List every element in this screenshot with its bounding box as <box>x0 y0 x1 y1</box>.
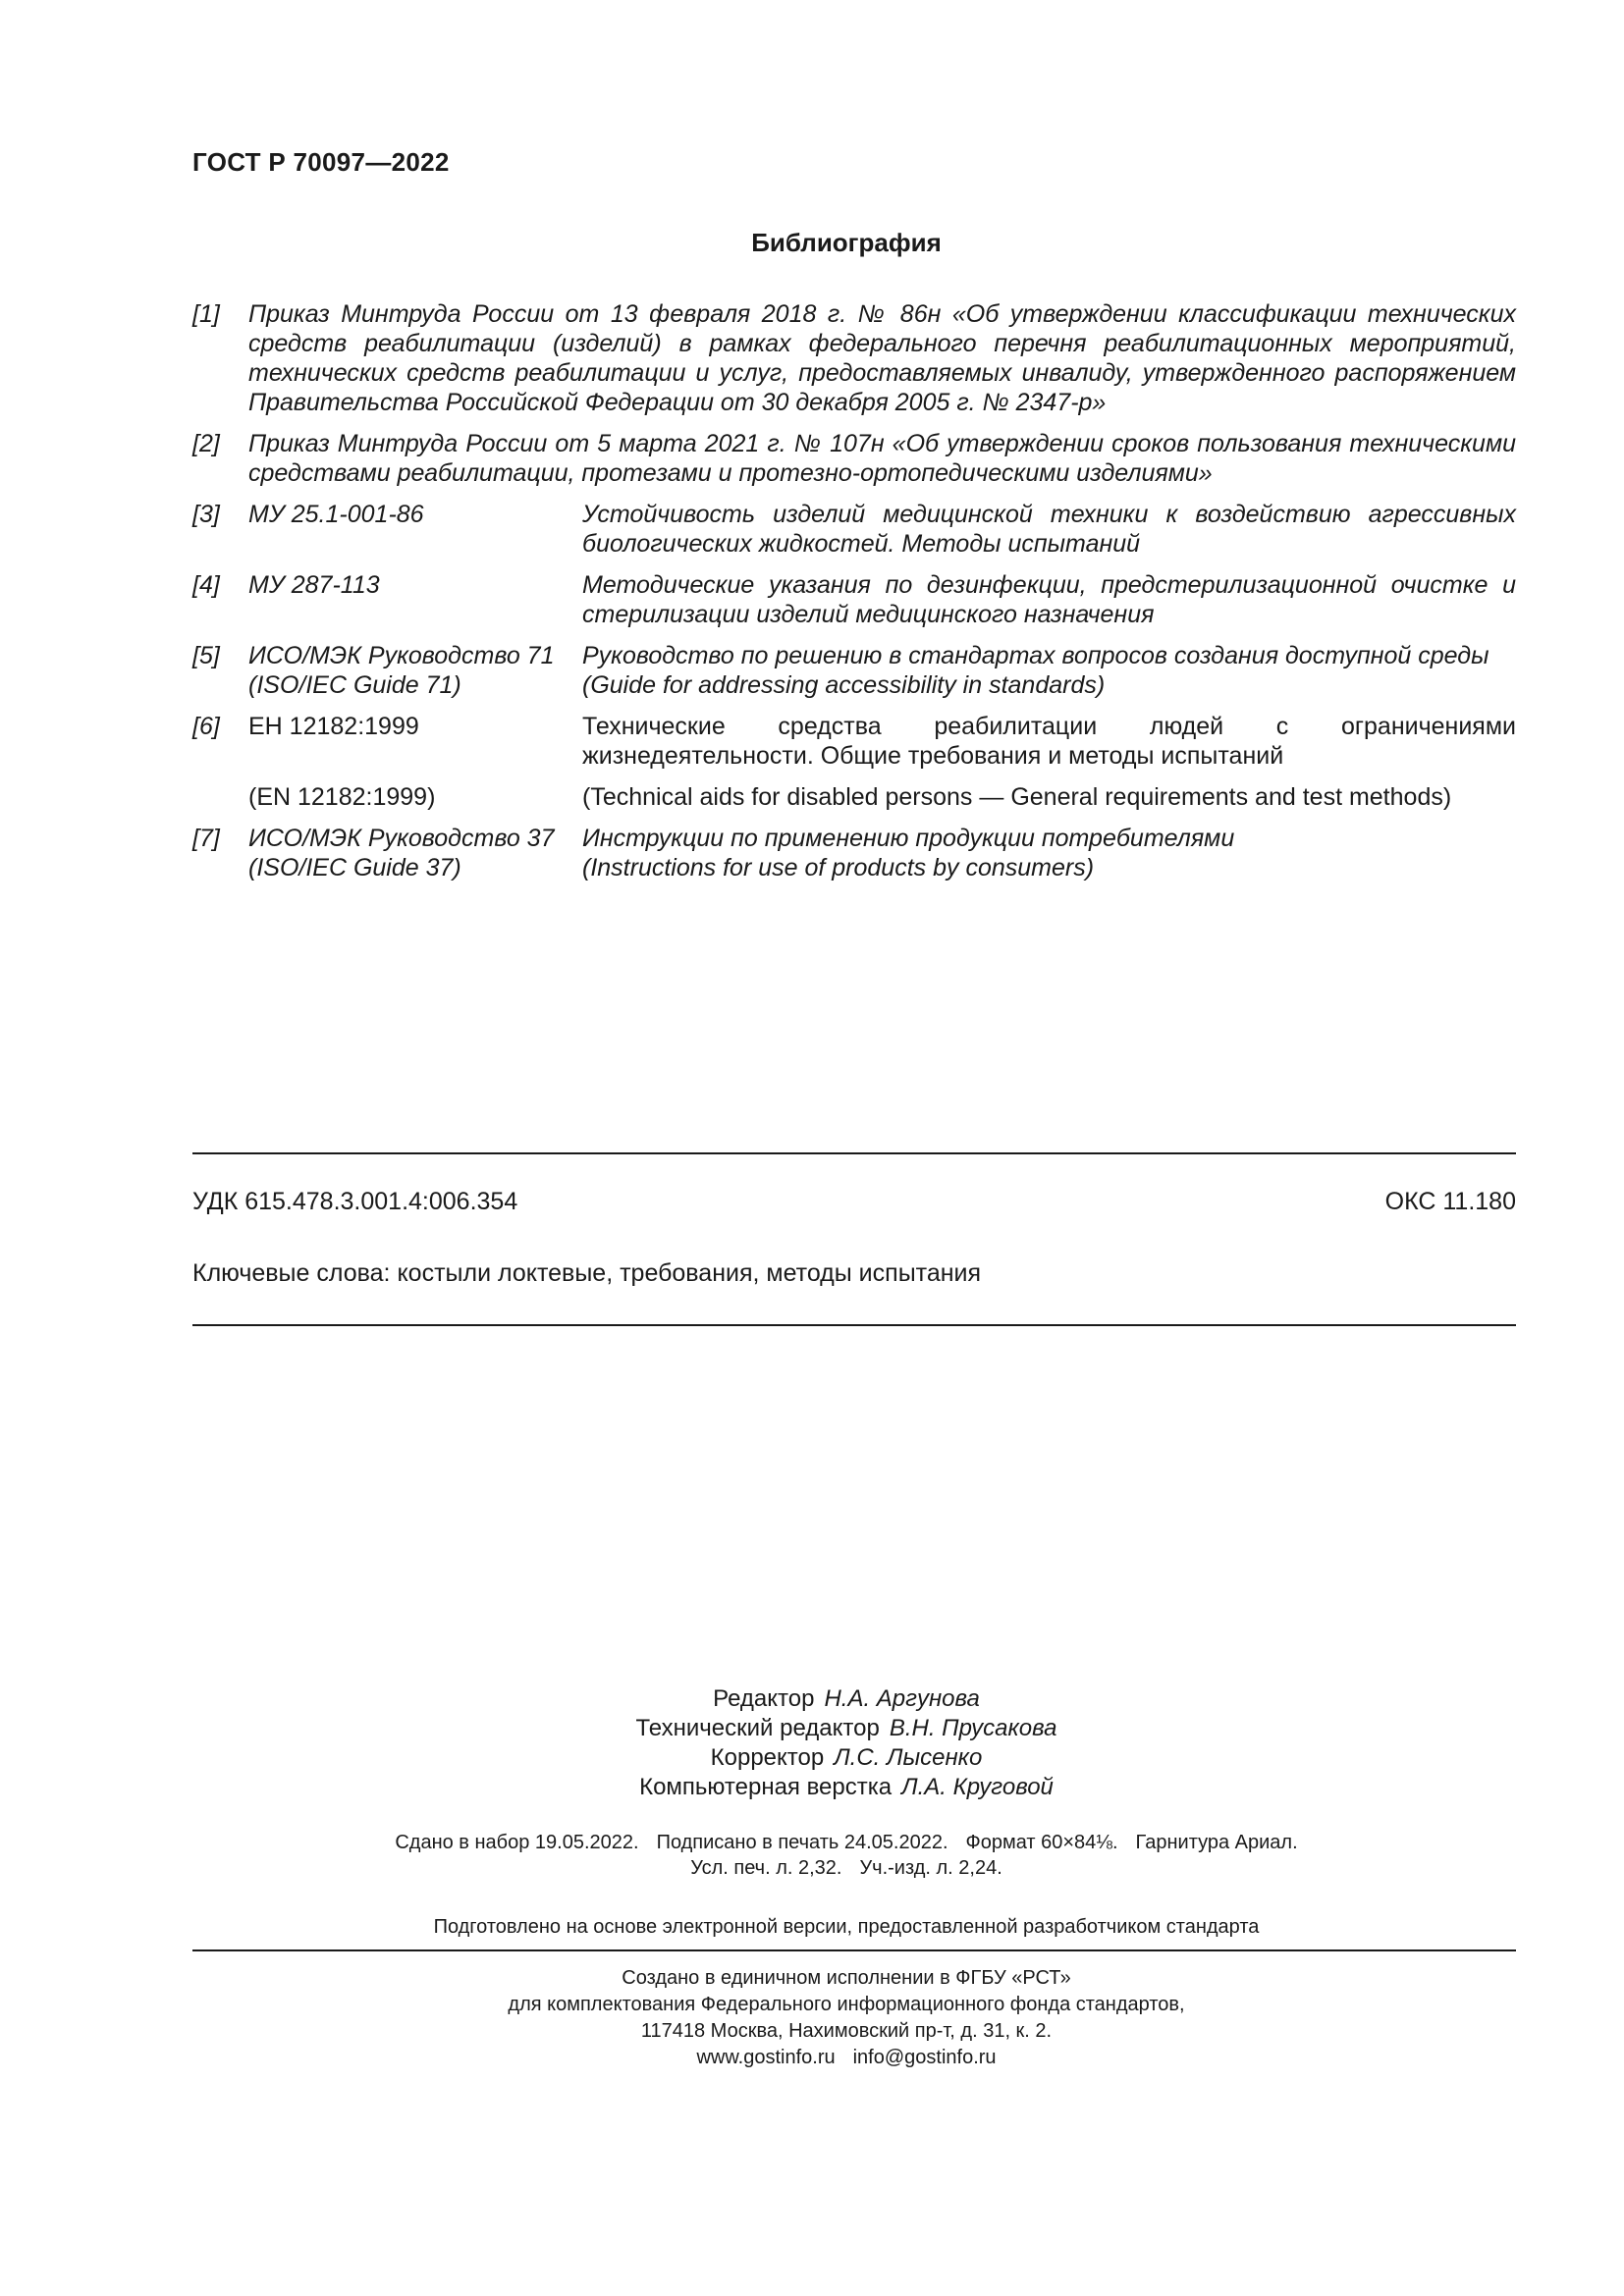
entry-text: Приказ Минтруда России от 5 марта 2021 г. № 107н «Об утверждении сроков пользования техническими средствами реабилитации, протезами и протезно-ортопедическими изделиями» <box>248 430 1516 487</box>
entry-number: [3] <box>192 501 220 528</box>
bibliography-entry <box>192 824 1516 882</box>
credit-line <box>69 1714 1624 1743</box>
entry-code-en: (ISO/IEC Guide 71) <box>248 671 461 699</box>
credit-line <box>69 1773 1624 1802</box>
entry-number: [5] <box>192 642 220 669</box>
bibliography-entry <box>192 429 1516 488</box>
credit-role: Корректор <box>710 1744 825 1771</box>
entry-code-en: (ISO/IEC Guide 37) <box>248 854 461 881</box>
entry-title-en: (Guide for addressing accessibility in standards) <box>582 671 1106 699</box>
print-info-line-2 <box>0 1855 1624 1881</box>
entry-number: [1] <box>192 300 220 328</box>
credit-role: Компьютерная верстка <box>639 1774 893 1800</box>
credit-name: Н.А. Аргунова <box>824 1685 980 1712</box>
bibliography-entry-translation <box>192 782 1516 812</box>
credit-name: Л.С. Лысенко <box>834 1744 983 1771</box>
entry-code: ИСО/МЭК Руководство 37 <box>248 825 555 852</box>
bibliography-entry <box>192 299 1516 417</box>
entry-title: Методические указания по дезинфекции, предстерилизационной очистке и стерилизации изделий медицинского назначения <box>582 571 1516 628</box>
credit-role: Редактор <box>713 1685 815 1712</box>
bibliography-entry <box>192 570 1516 629</box>
entry-code: ИСО/МЭК Руководство 71 <box>248 642 555 669</box>
signed-date: Подписано в печать 24.05.2022. <box>656 1832 948 1853</box>
entry-code: ЕН 12182:1999 <box>248 713 419 740</box>
submitted-date: Сдано в набор 19.05.2022. <box>395 1832 639 1853</box>
credit-role: Технический редактор <box>635 1715 880 1741</box>
entry-number: [7] <box>192 825 220 852</box>
credit-line <box>69 1743 1624 1773</box>
entry-code: МУ 287-113 <box>248 571 380 599</box>
footer-line-1: Создано в единичном исполнении в ФГБУ «РСТ» <box>622 1967 1071 1989</box>
bibliography-title: Библиография <box>751 228 942 257</box>
bibliography-entry <box>192 500 1516 559</box>
bibliography-entry <box>192 712 1516 771</box>
divider <box>192 1949 1516 1951</box>
website-link[interactable]: www.gostinfo.ru <box>696 2047 836 2068</box>
keywords: Ключевые слова: костыли локтевые, требования, методы испытания <box>192 1259 982 1287</box>
footer-line-2: для комплектования Федерального информационного фонда стандартов, <box>508 1994 1185 2015</box>
footer-contacts <box>0 2045 1624 2070</box>
typeface: Гарнитура Ариал. <box>1135 1832 1298 1853</box>
credits-block <box>0 1684 1624 1802</box>
entry-title: Инструкции по применению продукции потребителями <box>582 825 1235 852</box>
entry-code: МУ 25.1-001-86 <box>248 501 424 528</box>
entry-number: [2] <box>192 430 220 457</box>
publishing-sheets: Уч.-изд. л. 2,24. <box>859 1857 1002 1879</box>
prepared-note: Подготовлено на основе электронной версии, предоставленной разработчиком стандарта <box>433 1916 1260 1938</box>
email-link[interactable]: info@gostinfo.ru <box>852 2047 997 2068</box>
print-info-line-1 <box>0 1830 1624 1855</box>
entry-number: [6] <box>192 713 220 740</box>
entry-number: [4] <box>192 571 220 599</box>
divider <box>192 1152 1516 1154</box>
entry-title-en: (Instructions for use of products by consumers) <box>582 854 1095 881</box>
credit-name: Л.А. Круговой <box>901 1774 1054 1800</box>
entry-title: Технические средства реабилитации людей с ограничениями жизнедеятельности. Общие требования и методы испытаний <box>582 713 1516 770</box>
udk-code: УДК 615.478.3.001.4:006.354 <box>192 1188 518 1215</box>
entry-text: Приказ Минтруда России от 13 февраля 2018 г. № 86н «Об утверждении классификации технических средств реабилитации (изделий) в рамках федерального перечня реабилитационных мероприятий, технических средств реабилитации и услуг, предоставляемых инвалиду, утвержденного распоряжением Правительства Российской Федерации от 30 декабря 2005 г. № 2347-р» <box>248 300 1516 416</box>
document-id: ГОСТ Р 70097—2022 <box>192 147 450 177</box>
print-format: Формат 60×84⅛. <box>965 1832 1118 1853</box>
footer-line-3: 117418 Москва, Нахимовский пр-т, д. 31, к. 2. <box>640 2020 1053 2042</box>
oks-code: ОКС 11.180 <box>1384 1188 1516 1215</box>
bibliography-entry <box>192 641 1516 700</box>
entry-code-en: (EN 12182:1999) <box>248 783 436 811</box>
print-sheets: Усл. печ. л. 2,32. <box>690 1857 842 1879</box>
entry-title: Руководство по решению в стандартах вопросов создания доступной среды <box>582 642 1489 669</box>
entry-title-en: (Technical aids for disabled persons — General requirements and test methods) <box>582 783 1452 811</box>
divider <box>192 1324 1516 1326</box>
credit-name: В.Н. Прусакова <box>889 1715 1057 1741</box>
entry-title: Устойчивость изделий медицинской техники к воздействию агрессивных биологических жидкостей. Методы испытаний <box>582 501 1516 558</box>
credit-line <box>69 1684 1624 1714</box>
